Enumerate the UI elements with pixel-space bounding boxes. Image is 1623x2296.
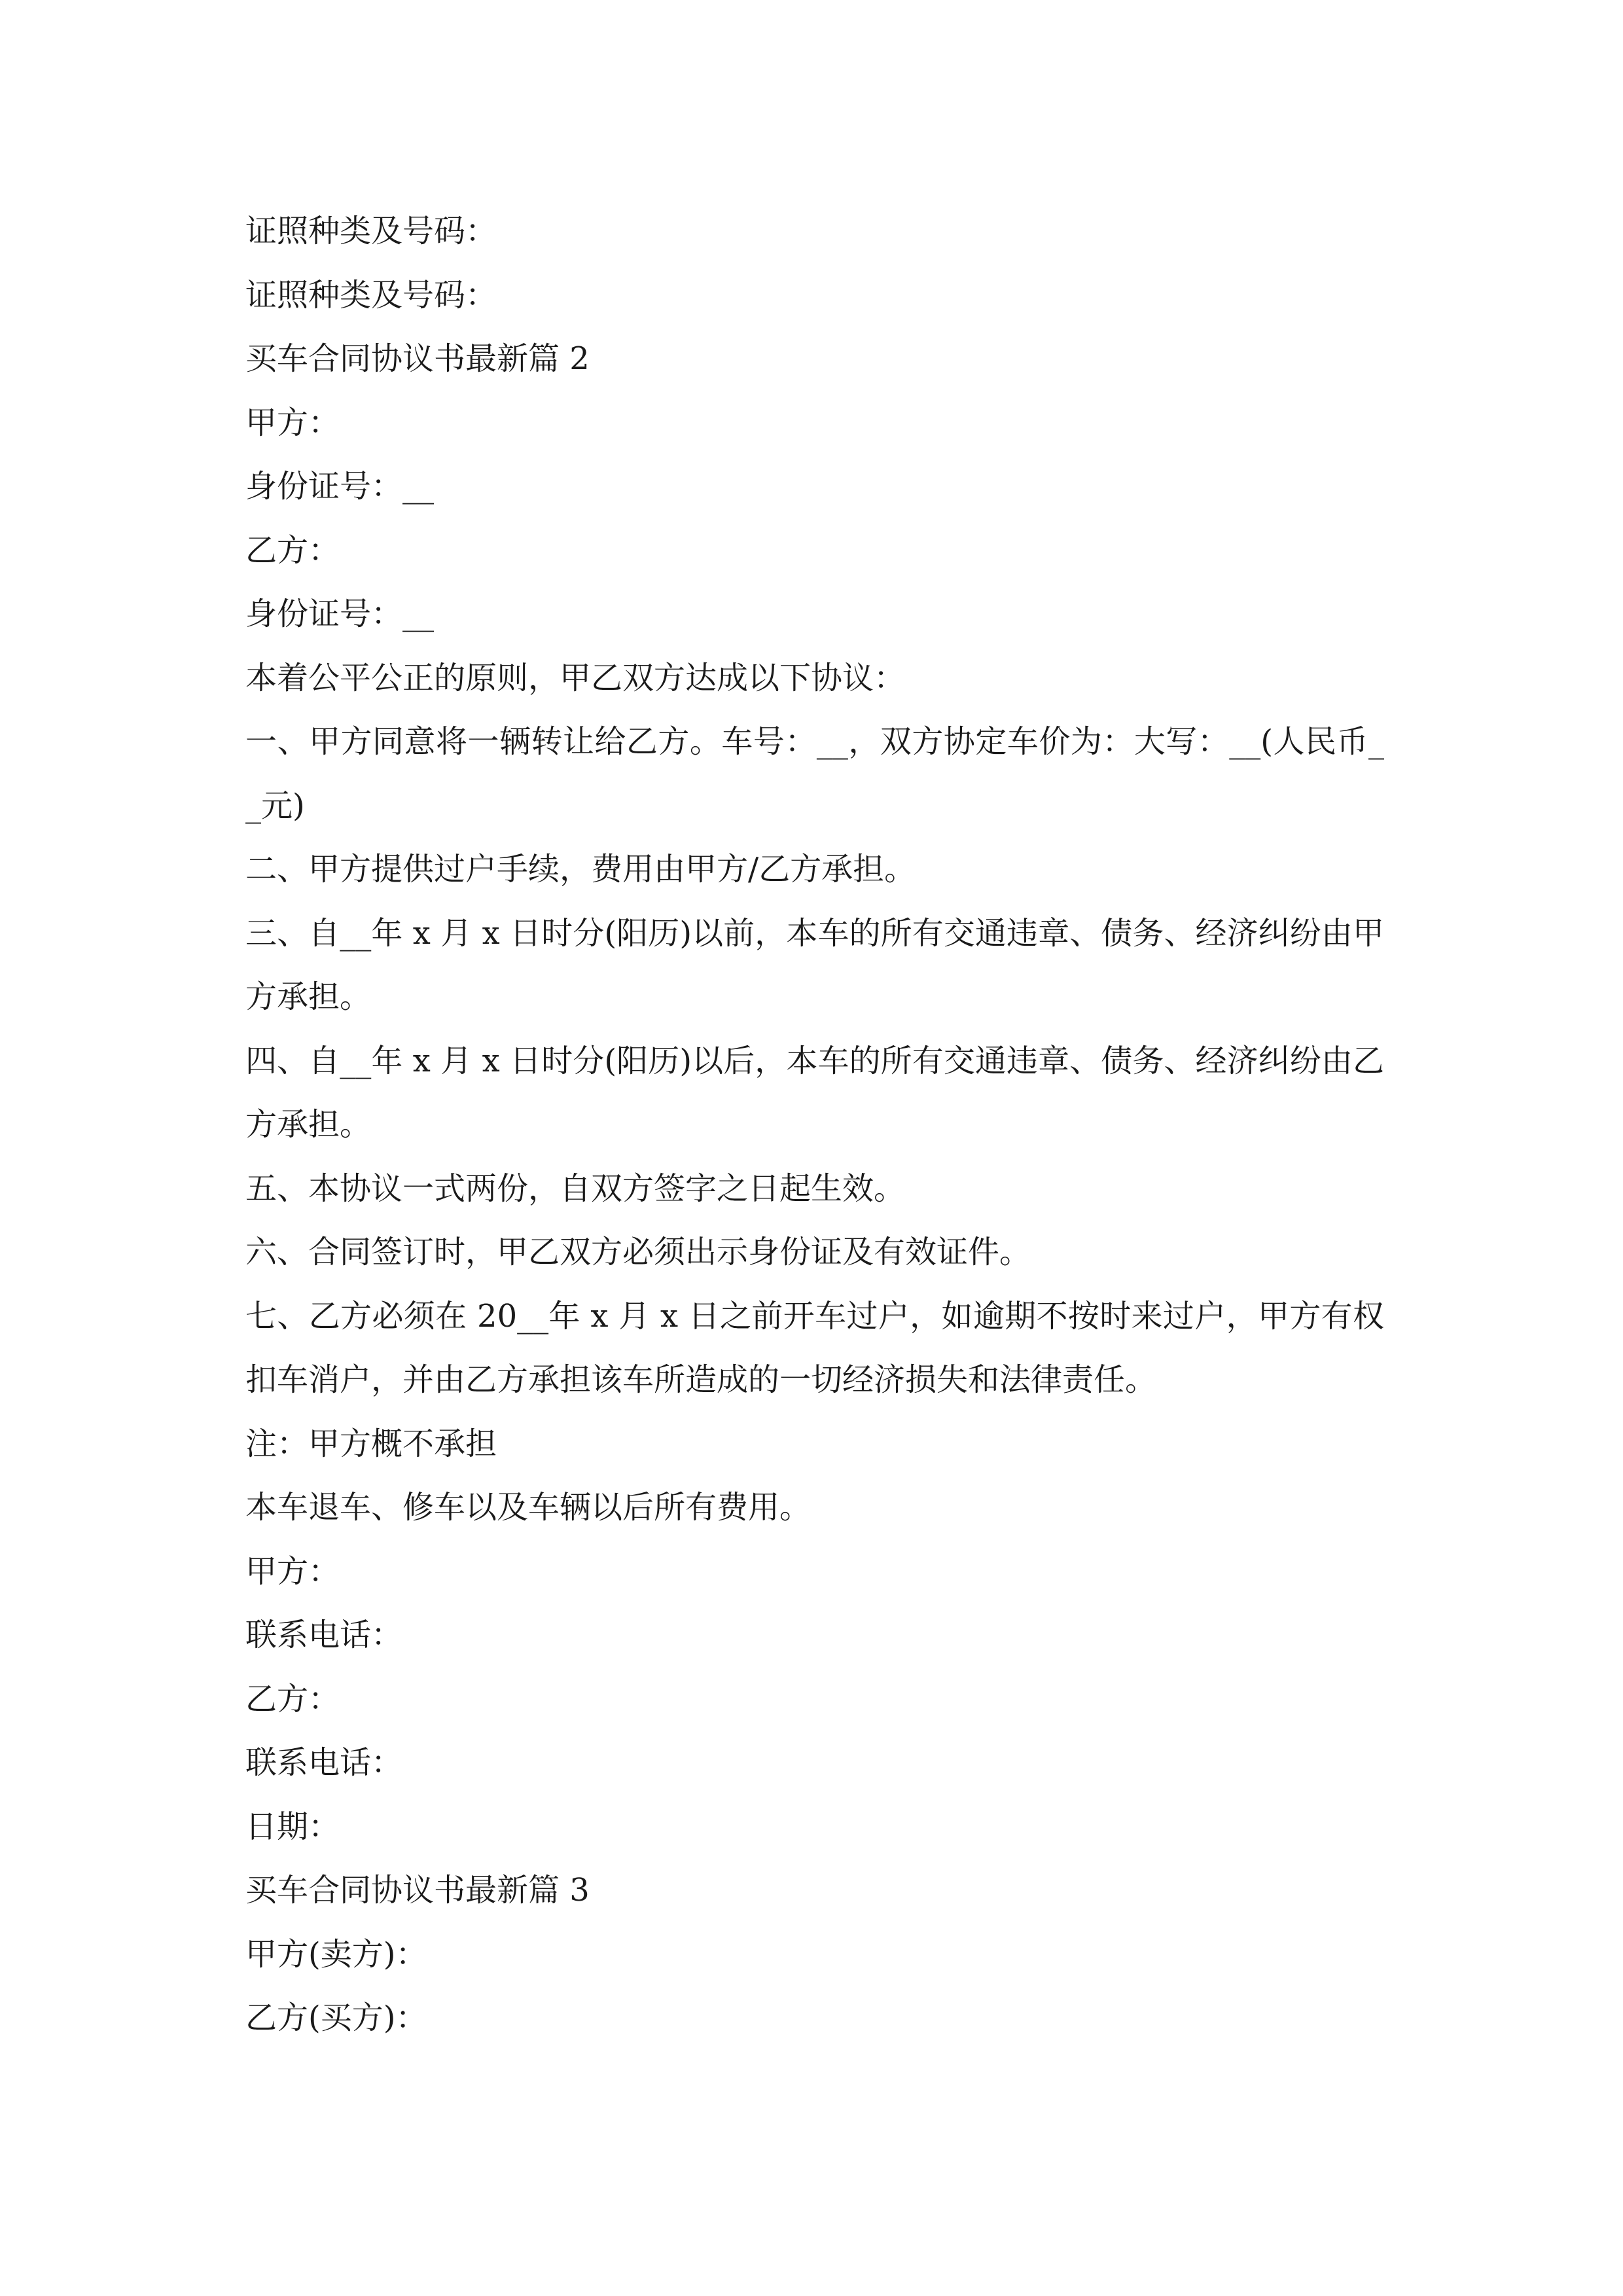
agreement-preamble: 本着公平公正的原则，甲乙双方达成以下协议： bbox=[245, 659, 906, 696]
section-heading-3: 买车合同协议书最新篇 3 bbox=[245, 1872, 590, 1909]
seller-label: 甲方(卖方)： bbox=[245, 1935, 427, 1973]
clause-3: 三、自__年 x 月 x 日时分(阳历)以前，本车的所有交通违章、债务、经济纠纷由甲方承担。 bbox=[245, 914, 1384, 1015]
buyer-label: 乙方(买方)： bbox=[245, 2000, 427, 2036]
note-line: 注：甲方概不承担 bbox=[245, 1425, 497, 1462]
clause-7: 七、乙方必须在 20__年 x 月 x 日之前开车过户，如逾期不按时来过户，甲方有权扣车消户，并由乙方承担该车所造成的一切经济损失和法律责任。 bbox=[245, 1297, 1384, 1398]
signature-party-b: 乙方： bbox=[245, 1680, 340, 1717]
clause-2: 二、甲方提供过户手续，费用由甲方/乙方承担。 bbox=[245, 851, 916, 888]
signature-party-a: 甲方： bbox=[245, 1552, 340, 1590]
party-b-phone: 联系电话： bbox=[245, 1744, 403, 1781]
party-b-id-number: 身份证号：__ bbox=[245, 596, 435, 632]
document-body bbox=[245, 200, 1384, 2051]
clause-6: 六、合同签订时，甲乙双方必须出示身份证及有效证件。 bbox=[245, 1234, 1031, 1270]
party-a-id-number: 身份证号：__ bbox=[245, 468, 435, 505]
clause-4: 四、自__年 x 月 x 日时分(阳历)以后，本车的所有交通违章、债务、经济纠纷由乙方承担。 bbox=[245, 1042, 1384, 1143]
note-detail: 本车退车、修车以及车辆以后所有费用。 bbox=[245, 1489, 812, 1526]
clause-1: 一、甲方同意将一辆转让给乙方。车号：__，双方协定车价为：大写：__(人民币__元) bbox=[245, 723, 1384, 824]
date-line: 日期： bbox=[245, 1808, 340, 1845]
section-heading-2: 买车合同协议书最新篇 2 bbox=[245, 340, 590, 377]
party-a-label: 甲方： bbox=[245, 404, 340, 441]
id-type-line-1: 证照种类及号码： bbox=[245, 213, 497, 249]
clause-5: 五、本协议一式两份，自双方签字之日起生效。 bbox=[245, 1170, 906, 1207]
party-b-label: 乙方： bbox=[245, 531, 340, 569]
party-a-phone: 联系电话： bbox=[245, 1617, 403, 1653]
id-type-line-2: 证照种类及号码： bbox=[245, 276, 497, 314]
